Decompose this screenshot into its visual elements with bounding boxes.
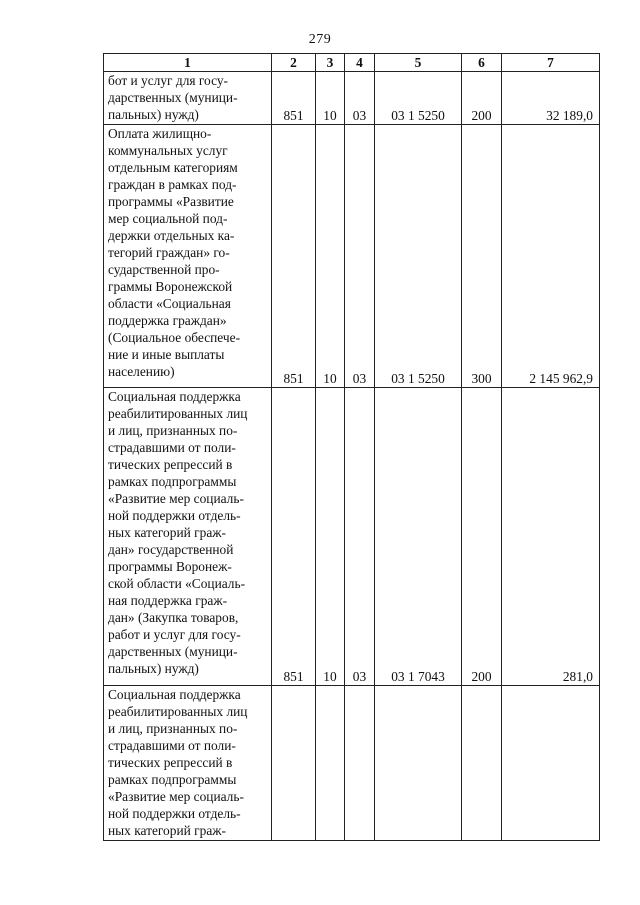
description-line: ной поддержки отдель-	[108, 806, 241, 821]
description-line: Социальная поддержка	[108, 389, 241, 404]
expense-type-code	[462, 686, 502, 841]
amount	[502, 686, 600, 841]
description-line: пальных) нужд)	[108, 107, 199, 122]
expense-type-code: 200	[462, 72, 502, 125]
description-line: дарственных (муници-	[108, 90, 238, 105]
description-line: ной поддержки отдель-	[108, 508, 241, 523]
column-header-4: 4	[345, 54, 375, 72]
target-article-code: 03 1 5250	[375, 72, 462, 125]
row-description	[104, 388, 272, 686]
description-line: ных категорий граж-	[108, 823, 226, 838]
description-line: «Развитие мер социаль-	[108, 491, 244, 506]
amount: 2 145 962,9	[502, 125, 600, 388]
table-row	[104, 388, 600, 686]
section-code: 10	[316, 72, 345, 125]
description-line: бот и услуг для госу-	[108, 73, 229, 88]
ministry-code: 851	[272, 388, 316, 686]
description-line: Социальная поддержка	[108, 687, 241, 702]
target-article-code	[375, 686, 462, 841]
subsection-code: 03	[345, 125, 375, 388]
table-header-row	[104, 54, 600, 72]
description-line: и лиц, признанных по-	[108, 721, 238, 736]
description-line: мер социальной под-	[108, 211, 228, 226]
table-row	[104, 72, 600, 125]
description-line: граждан в рамках под-	[108, 177, 237, 192]
section-code: 10	[316, 125, 345, 388]
description-line: ная поддержка граж-	[108, 593, 228, 608]
table-row	[104, 686, 600, 841]
expense-type-code: 300	[462, 125, 502, 388]
column-header-2: 2	[272, 54, 316, 72]
amount: 32 189,0	[502, 72, 600, 125]
description-line: Оплата жилищно-	[108, 126, 212, 141]
subsection-code	[345, 686, 375, 841]
table-row	[104, 125, 600, 388]
description-line: рамках подпрограммы	[108, 772, 237, 787]
description-line: тических репрессий в	[108, 755, 233, 770]
description-line: «Развитие мер социаль-	[108, 789, 244, 804]
ministry-code	[272, 686, 316, 841]
budget-table	[103, 53, 600, 841]
subsection-code: 03	[345, 72, 375, 125]
row-description	[104, 686, 272, 841]
section-code	[316, 686, 345, 841]
description-line: программы «Развитие	[108, 194, 234, 209]
description-line: тегорий граждан» го-	[108, 245, 230, 260]
description-line: ние и иные выплаты	[108, 347, 225, 362]
description-line: граммы Воронежской	[108, 279, 233, 294]
page-number: 279	[308, 32, 332, 47]
description-line: реабилитированных лиц	[108, 704, 248, 719]
column-header-7: 7	[502, 54, 600, 72]
column-header-6: 6	[462, 54, 502, 72]
description-line: держки отдельных ка-	[108, 228, 235, 243]
description-line: дан» (Закупка товаров,	[108, 610, 239, 625]
row-description	[104, 72, 272, 125]
description-line: тических репрессий в	[108, 457, 233, 472]
description-line: программы Воронеж-	[108, 559, 232, 574]
description-line: реабилитированных лиц	[108, 406, 248, 421]
row-description	[104, 125, 272, 388]
description-line: страдавшими от поли-	[108, 440, 236, 455]
column-header-5: 5	[375, 54, 462, 72]
description-line: дан» государственной	[108, 542, 234, 557]
description-line: отдельным категориям	[108, 160, 238, 175]
description-line: сударственной про-	[108, 262, 220, 277]
column-header-3: 3	[316, 54, 345, 72]
description-line: рамках подпрограммы	[108, 474, 237, 489]
section-code: 10	[316, 388, 345, 686]
description-line: и лиц, признанных по-	[108, 423, 238, 438]
amount: 281,0	[502, 388, 600, 686]
description-line: страдавшими от поли-	[108, 738, 236, 753]
expense-type-code: 200	[462, 388, 502, 686]
ministry-code: 851	[272, 125, 316, 388]
description-line: поддержка граждан»	[108, 313, 227, 328]
target-article-code: 03 1 7043	[375, 388, 462, 686]
description-line: области «Социальная	[108, 296, 231, 311]
description-line: работ и услуг для госу-	[108, 627, 241, 642]
description-line: населению)	[108, 364, 175, 379]
target-article-code: 03 1 5250	[375, 125, 462, 388]
description-line: ской области «Социаль-	[108, 576, 246, 591]
description-line: пальных) нужд)	[108, 661, 199, 676]
description-line: коммунальных услуг	[108, 143, 228, 158]
ministry-code: 851	[272, 72, 316, 125]
subsection-code: 03	[345, 388, 375, 686]
description-line: ных категорий граж-	[108, 525, 226, 540]
description-line: дарственных (муници-	[108, 644, 238, 659]
description-line: (Социальное обеспече-	[108, 330, 241, 345]
column-header-1: 1	[104, 54, 272, 72]
